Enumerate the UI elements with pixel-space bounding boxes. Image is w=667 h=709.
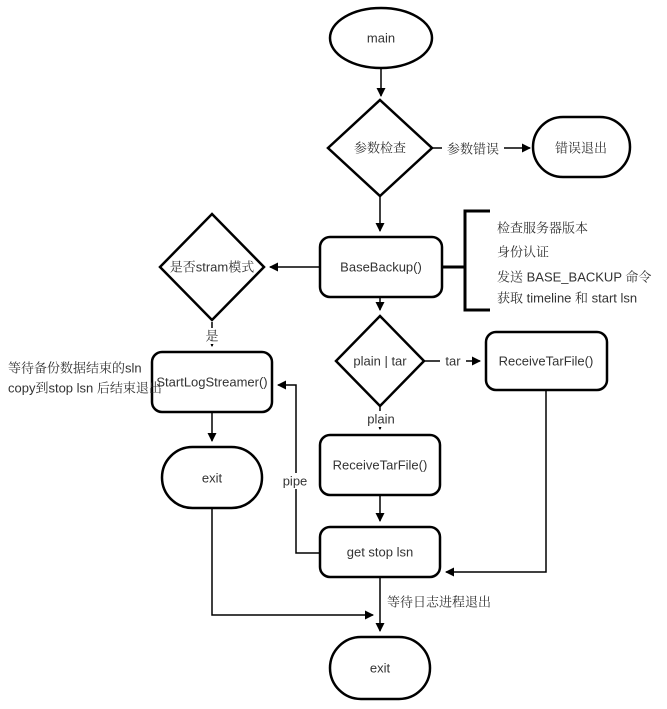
node-exit-main-label: exit: [369, 660, 391, 676]
annotation-step-send-command: 发送 BASE_BACKUP 命令: [497, 269, 652, 285]
node-get-stop-lsn-label: get stop lsn: [346, 544, 414, 560]
node-exit-streamer-label: exit: [201, 470, 223, 486]
node-base-backup-label: BaseBackup(): [340, 259, 422, 275]
node-format-check-label: plain | tar: [353, 353, 407, 369]
node-receive-tar-file-plain-label: ReceiveTarFile(): [332, 457, 428, 473]
node-stream-mode-check-label: 是否stram模式: [169, 259, 255, 275]
node-receive-tar-file-tar-label: ReceiveTarFile(): [498, 353, 594, 369]
edge-label-wait-log-exit: 等待日志进程退出: [387, 594, 492, 610]
edge-receive-tar-tar-to-get-stop-lsn: [446, 390, 546, 572]
edge-label-plain: plain: [367, 411, 395, 427]
annotation-step-auth: 身份认证: [497, 244, 550, 260]
edge-label-tar: tar: [445, 353, 461, 369]
annotation-streamer-note-line2: copy到stop lsn 后结束退出: [8, 380, 162, 396]
edge-label-pipe: pipe: [282, 473, 308, 489]
edge-label-yes: 是: [205, 328, 219, 344]
annotation-bracket: [465, 211, 490, 310]
node-main-label: main: [366, 30, 396, 46]
node-error-exit-label: 错误退出: [554, 140, 608, 156]
edge-get-stop-lsn-pipe-to-streamer: [278, 385, 320, 553]
node-start-log-streamer-label: StartLogStreamer(): [156, 374, 268, 390]
annotation-step-check-version: 检查服务器版本: [497, 220, 589, 236]
annotation-step-get-timeline: 获取 timeline 和 start lsn: [497, 290, 638, 306]
node-param-check-label: 参数检查: [353, 140, 407, 156]
annotation-streamer-note-line1: 等待备份数据结束的sln: [8, 360, 142, 376]
edge-label-param-error: 参数错误: [446, 141, 500, 157]
